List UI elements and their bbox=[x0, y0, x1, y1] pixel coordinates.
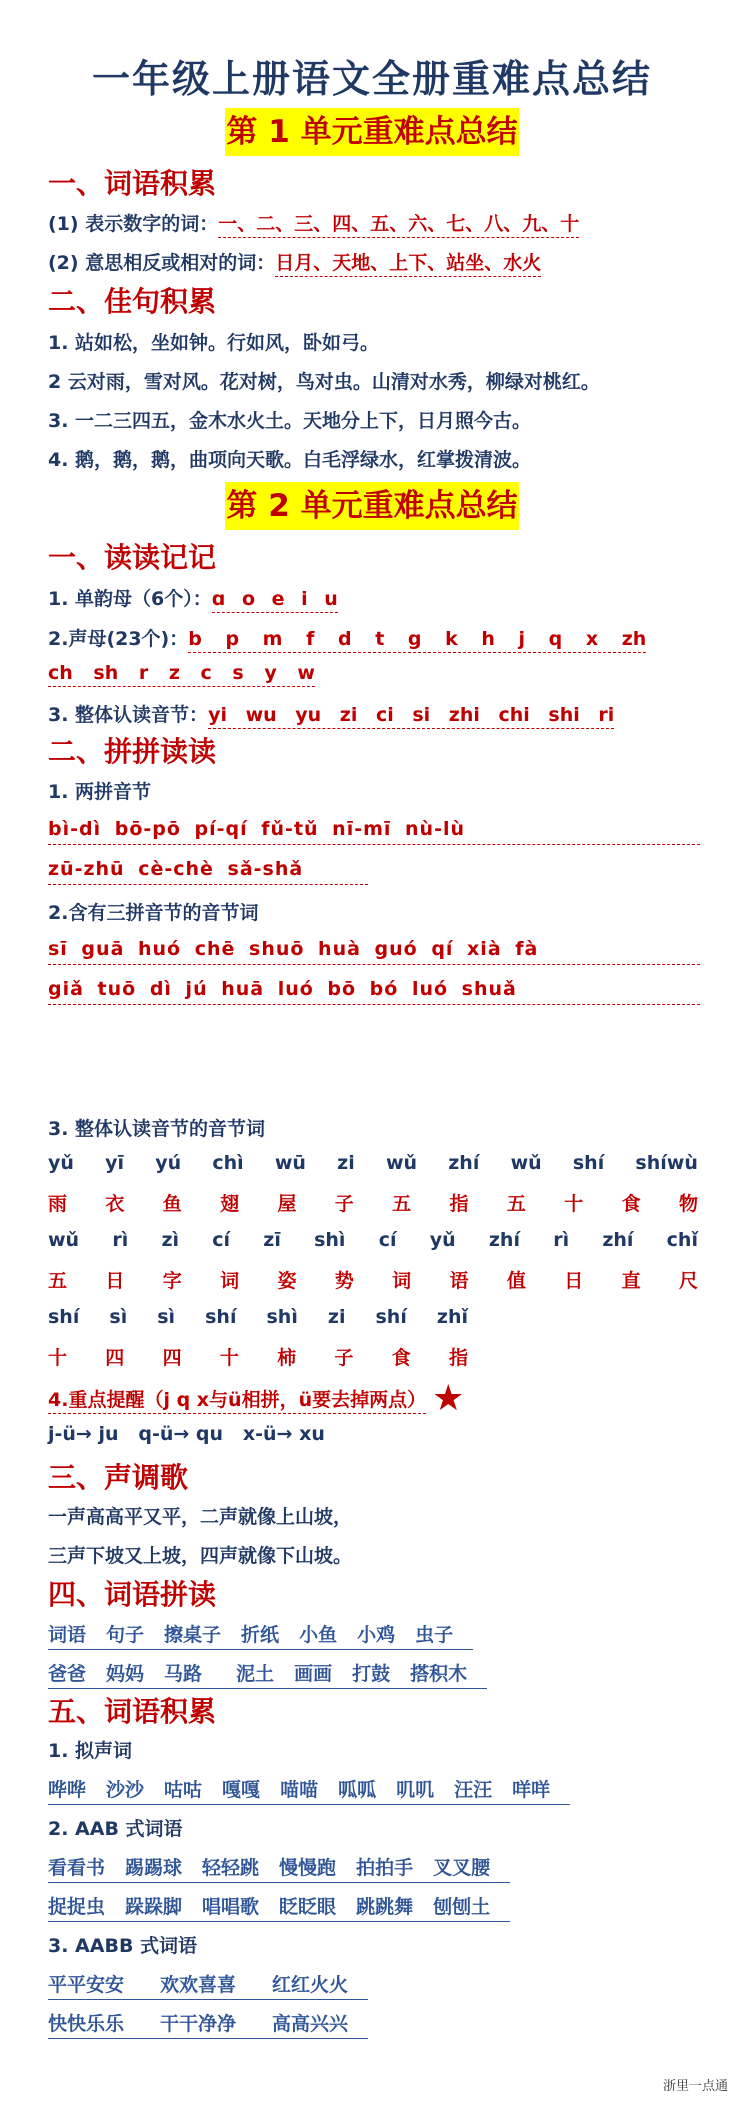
hanzi-cell: 五 bbox=[392, 1193, 412, 1215]
hanzi-cell: 尺 bbox=[678, 1270, 698, 1292]
initials-label: 2.声母(23个)： bbox=[48, 628, 189, 650]
word-item: 泥土 bbox=[236, 1663, 275, 1685]
pinyin-cell: zi bbox=[327, 1306, 346, 1328]
pinyin-cell: chǐ bbox=[666, 1229, 698, 1251]
unit1-sentence-4: 4. 鹅，鹅，鹅，曲项向天歌。白毛浮绿水，红掌拨清波。 bbox=[48, 449, 532, 471]
hanzi-cell: 词 bbox=[220, 1270, 240, 1292]
pinyin-cell: yī bbox=[105, 1152, 125, 1174]
hanzi-cell: 柿 bbox=[277, 1347, 297, 1369]
word-item: 哗哗 bbox=[48, 1779, 87, 1801]
hanzi-cell: 子 bbox=[334, 1193, 354, 1215]
unit1-section2-heading: 二、佳句积累 bbox=[48, 285, 217, 318]
word-item: 汪汪 bbox=[454, 1779, 493, 1801]
word-item: 唱唱歌 bbox=[202, 1896, 260, 1918]
pinyin-cell: zi bbox=[337, 1152, 355, 1174]
aab-words-label: 2. AAB 式词语 bbox=[48, 1818, 183, 1840]
antonym-words-label: (2) 意思相反或相对的词： bbox=[48, 252, 276, 274]
unit1-title: 第 1 单元重难点总结 bbox=[225, 108, 519, 156]
hanzi-cell: 四 bbox=[105, 1347, 125, 1369]
two-part-syllables-line2: zū-zhū cè-chè sǎ-shǎ bbox=[48, 858, 368, 885]
word-item: 折纸 bbox=[241, 1624, 280, 1646]
word-item: 词语 bbox=[48, 1624, 87, 1646]
syllable-grid-hanzi-row1 bbox=[48, 1189, 698, 1216]
word-item: 虫子 bbox=[415, 1624, 454, 1646]
word-item: 妈妈 bbox=[106, 1663, 145, 1685]
word-item: 快快乐乐 bbox=[48, 2013, 125, 2035]
hanzi-cell: 直 bbox=[621, 1270, 641, 1292]
hanzi-cell: 物 bbox=[678, 1193, 698, 1215]
word-item: 马路 bbox=[164, 1663, 203, 1685]
hanzi-cell: 雨 bbox=[48, 1193, 68, 1215]
unit2-section5-heading: 五、词语积累 bbox=[48, 1695, 217, 1728]
pinyin-cell: rì bbox=[112, 1229, 129, 1251]
pinyin-cell: shì bbox=[266, 1306, 298, 1328]
word-item: 眨眨眼 bbox=[279, 1896, 337, 1918]
hanzi-cell: 姿 bbox=[277, 1270, 297, 1292]
word-item: 欢欢喜喜 bbox=[160, 1974, 237, 1996]
onomatopoeia-row-text bbox=[48, 1779, 570, 1805]
syllable-grid-pinyin-row1 bbox=[48, 1152, 698, 1174]
word-item: 擦桌子 bbox=[164, 1624, 222, 1646]
word-item: 刨刨土 bbox=[433, 1896, 491, 1918]
whole-syllable-words-label: 3. 整体认读音节的音节词 bbox=[48, 1118, 266, 1140]
word-item: 跺跺脚 bbox=[125, 1896, 183, 1918]
single-vowels bbox=[48, 584, 338, 611]
hanzi-cell: 食 bbox=[391, 1347, 411, 1369]
footer-watermark: 浙里一点通 bbox=[662, 2079, 728, 2094]
pinyin-cell: cí bbox=[378, 1229, 397, 1251]
hanzi-cell: 五 bbox=[506, 1193, 526, 1215]
word-item: 句子 bbox=[106, 1624, 145, 1646]
pinyin-cell: yǔ bbox=[48, 1152, 74, 1174]
hanzi-cell: 字 bbox=[162, 1270, 182, 1292]
whole-syllables-label: 3. 整体认读音节： bbox=[48, 704, 209, 726]
pinyin-cell: zì bbox=[161, 1229, 180, 1251]
word-reading-row1 bbox=[48, 1620, 493, 1647]
word-item: 跳跳舞 bbox=[356, 1896, 414, 1918]
hanzi-cell: 食 bbox=[621, 1193, 641, 1215]
aabb-words-label: 3. AABB 式词语 bbox=[48, 1935, 198, 1957]
word-reading-row2 bbox=[48, 1659, 507, 1686]
hanzi-cell: 值 bbox=[506, 1270, 526, 1292]
unit1-sentence-3: 3. 一二三四五，金木水火土。天地分上下，日月照今古。 bbox=[48, 410, 532, 432]
unit1-section1-heading: 一、词语积累 bbox=[48, 167, 217, 200]
key-tip-label: 4.重点提醒（j q x与ü相拼，ü要去掉两点） bbox=[48, 1389, 426, 1414]
single-vowels-label: 1. 单韵母（6个）： bbox=[48, 588, 212, 610]
pinyin-cell: shí bbox=[572, 1152, 605, 1174]
word-item: 搭积木 bbox=[410, 1663, 468, 1685]
word-item: 平平安安 bbox=[48, 1974, 125, 1996]
word-item: 干干净净 bbox=[160, 2013, 237, 2035]
word-item: 叉叉腰 bbox=[433, 1857, 491, 1879]
initials-value2: ch sh r z c s y w bbox=[48, 662, 315, 687]
unit2-section1-heading: 一、读读记记 bbox=[48, 541, 217, 574]
syllable-grid-pinyin-row2 bbox=[48, 1229, 698, 1251]
pinyin-cell: wū bbox=[274, 1152, 306, 1174]
hanzi-cell: 鱼 bbox=[162, 1193, 182, 1215]
unit2-section3-heading: 三、声调歌 bbox=[48, 1461, 189, 1494]
pinyin-cell: shí bbox=[205, 1306, 237, 1328]
pinyin-cell: shí bbox=[375, 1306, 407, 1328]
aabb-words-row2-text bbox=[48, 2013, 368, 2039]
hanzi-cell: 指 bbox=[449, 1193, 469, 1215]
pinyin-cell: chì bbox=[212, 1152, 244, 1174]
three-part-syllables-line1: sī guā huó chē shuō huà guó qí xià fà bbox=[48, 938, 700, 965]
word-reading-row1-text bbox=[48, 1624, 473, 1650]
unit1-number-words bbox=[48, 209, 579, 236]
word-reading-row2-text bbox=[48, 1663, 487, 1689]
syllable-grid-hanzi-row3 bbox=[48, 1343, 468, 1370]
word-item: 高高兴兴 bbox=[272, 2013, 349, 2035]
hanzi-cell: 翅 bbox=[220, 1193, 240, 1215]
single-vowels-value: ɑ o e i u bbox=[212, 588, 338, 613]
syllable-grid-pinyin-row3 bbox=[48, 1306, 468, 1328]
pinyin-cell: sì bbox=[109, 1306, 128, 1328]
pinyin-cell: sì bbox=[157, 1306, 176, 1328]
pinyin-cell: wǔ bbox=[48, 1229, 80, 1251]
aab-words-row2-text bbox=[48, 1896, 510, 1922]
hanzi-cell: 屋 bbox=[277, 1193, 297, 1215]
two-part-syllables-label: 1. 两拼音节 bbox=[48, 781, 152, 803]
word-item: 红红火火 bbox=[272, 1974, 349, 1996]
pinyin-cell: wǔ bbox=[385, 1152, 418, 1174]
hanzi-cell: 十 bbox=[564, 1193, 584, 1215]
word-item: 叽叽 bbox=[396, 1779, 435, 1801]
aabb-words-row1 bbox=[48, 1970, 388, 1997]
pinyin-cell: zhí bbox=[602, 1229, 634, 1251]
tone-song-line1: 一声高高平又平，二声就像上山坡， bbox=[48, 1506, 353, 1528]
pinyin-cell: yǔ bbox=[429, 1229, 456, 1251]
two-part-syllables-line1: bì-dì bō-pō pí-qí fǔ-tǔ nī-mī nù-lù bbox=[48, 818, 700, 845]
hanzi-cell: 十 bbox=[48, 1347, 68, 1369]
unit1-sentence-2: 2 云对雨，雪对风。花对树，鸟对虫。山清对水秀，柳绿对桃红。 bbox=[48, 371, 600, 393]
hanzi-cell: 十 bbox=[219, 1347, 239, 1369]
number-words-label: (1) 表示数字的词： bbox=[48, 213, 219, 235]
hanzi-cell: 势 bbox=[334, 1270, 354, 1292]
whole-syllables bbox=[48, 700, 614, 727]
hanzi-cell: 词 bbox=[392, 1270, 412, 1292]
pinyin-cell: shí bbox=[48, 1306, 80, 1328]
word-item: 爸爸 bbox=[48, 1663, 87, 1685]
word-item: 踢踢球 bbox=[125, 1857, 183, 1879]
hanzi-cell: 日 bbox=[105, 1270, 125, 1292]
unit1-sentence-1: 1. 站如松，坐如钟。行如风，卧如弓。 bbox=[48, 332, 380, 354]
hanzi-cell: 日 bbox=[564, 1270, 584, 1292]
unit2-section2-heading: 二、拼拼读读 bbox=[48, 735, 217, 768]
word-item: 小鸡 bbox=[357, 1624, 396, 1646]
hanzi-cell: 衣 bbox=[105, 1193, 125, 1215]
unit2-section4-heading: 四、词语拼读 bbox=[48, 1578, 217, 1611]
word-item: 打鼓 bbox=[352, 1663, 391, 1685]
word-item: 沙沙 bbox=[106, 1779, 145, 1801]
pinyin-cell: zhǐ bbox=[436, 1306, 468, 1328]
initials-value1: b p m f d t g k h j q x zh bbox=[188, 628, 646, 653]
pinyin-cell: zhí bbox=[488, 1229, 520, 1251]
page-title: 一年级上册语文全册重难点总结 bbox=[91, 57, 652, 101]
pinyin-cell: yú bbox=[155, 1152, 182, 1174]
hanzi-cell: 四 bbox=[162, 1347, 182, 1369]
tone-song-line2: 三声下坡又上坡，四声就像下山坡。 bbox=[48, 1545, 353, 1567]
word-item: 慢慢跑 bbox=[279, 1857, 337, 1879]
initials-line2 bbox=[48, 662, 315, 684]
number-words-value: 一、二、三、四、五、六、七、八、九、十 bbox=[218, 213, 579, 238]
onomatopoeia-row bbox=[48, 1775, 590, 1802]
hanzi-cell: 指 bbox=[448, 1347, 468, 1369]
word-item: 看看书 bbox=[48, 1857, 106, 1879]
aabb-words-row2 bbox=[48, 2009, 388, 2036]
word-item: 咕咕 bbox=[164, 1779, 203, 1801]
hanzi-cell: 五 bbox=[48, 1270, 68, 1292]
pinyin-cell: rì bbox=[553, 1229, 570, 1251]
initials-line1 bbox=[48, 624, 646, 651]
three-part-syllables-label: 2.含有三拼音节的音节词 bbox=[48, 902, 259, 924]
three-part-syllables-line2: giǎ tuō dì jú huā luó bō bó luó shuǎ bbox=[48, 978, 700, 1005]
word-item: 画画 bbox=[294, 1663, 333, 1685]
word-item: 呱呱 bbox=[338, 1779, 377, 1801]
word-item: 咩咩 bbox=[512, 1779, 551, 1801]
hanzi-cell: 语 bbox=[449, 1270, 469, 1292]
word-item: 捉捉虫 bbox=[48, 1896, 106, 1918]
onomatopoeia-label: 1. 拟声词 bbox=[48, 1740, 133, 1762]
word-item: 小鱼 bbox=[299, 1624, 338, 1646]
word-item: 嘎嘎 bbox=[222, 1779, 261, 1801]
word-item: 轻轻跳 bbox=[202, 1857, 260, 1879]
pinyin-cell: shì bbox=[314, 1229, 346, 1251]
pinyin-cell: wǔ bbox=[510, 1152, 542, 1174]
pinyin-cell: cí bbox=[212, 1229, 231, 1251]
syllable-grid-hanzi-row2 bbox=[48, 1266, 698, 1293]
word-item: 拍拍手 bbox=[356, 1857, 414, 1879]
aab-words-row1 bbox=[48, 1853, 530, 1880]
whole-syllables-value: yi wu yu zi ci si zhi chi shi ri bbox=[208, 704, 614, 729]
hanzi-cell: 子 bbox=[334, 1347, 354, 1369]
key-tip bbox=[48, 1378, 464, 1419]
aabb-words-row1-text bbox=[48, 1974, 368, 2000]
pinyin-cell: zhí bbox=[448, 1152, 480, 1174]
unit2-title: 第 2 单元重难点总结 bbox=[225, 482, 519, 530]
word-item: 喵喵 bbox=[280, 1779, 319, 1801]
star-icon: ★ bbox=[432, 1378, 465, 1419]
key-tip-rule: j-ü→ ju q-ü→ qu x-ü→ xu bbox=[48, 1423, 325, 1445]
antonym-words-value: 日月、天地、上下、站坐、水火 bbox=[275, 252, 541, 277]
aab-words-row1-text bbox=[48, 1857, 510, 1883]
aab-words-row2 bbox=[48, 1892, 530, 1919]
pinyin-cell: zī bbox=[263, 1229, 281, 1251]
unit1-antonym-words bbox=[48, 248, 541, 275]
pinyin-cell: shíwù bbox=[635, 1152, 698, 1174]
